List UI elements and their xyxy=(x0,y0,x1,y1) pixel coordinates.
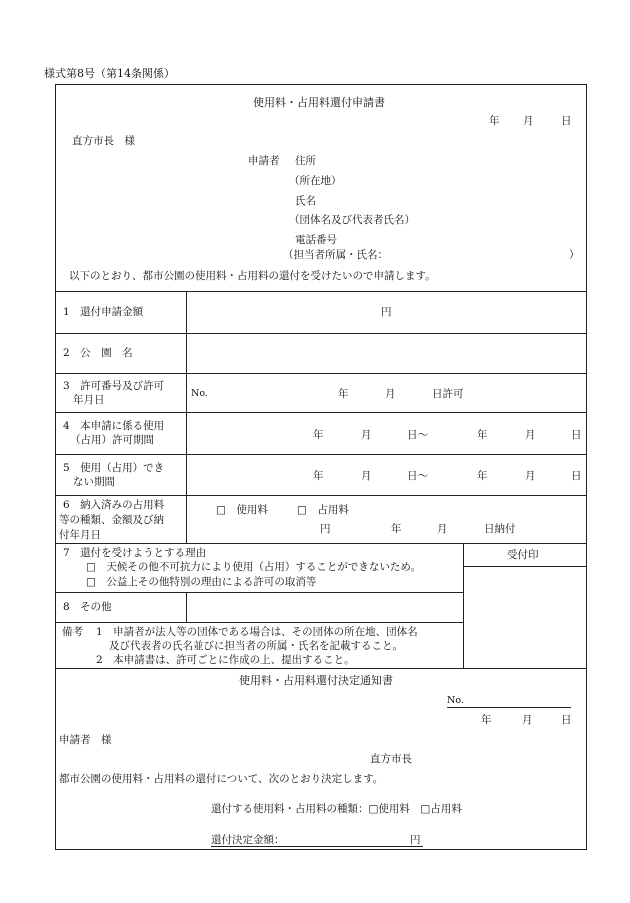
paid-day: 日納付 xyxy=(484,523,516,535)
permit-year: 年 xyxy=(338,388,349,400)
divider xyxy=(463,566,587,567)
row-other-label: 8 その他 xyxy=(63,601,112,613)
notice-title: 使用料・占用料還付決定通知書 xyxy=(239,674,393,687)
name-label: 氏名 xyxy=(295,195,316,207)
divider xyxy=(55,291,587,292)
application-statement: 以下のとおり、都市公園の使用料・占用料の還付を受けたいので申請します。 xyxy=(69,270,436,282)
permit-month: 月 xyxy=(385,388,396,400)
checkbox-occupancy-fee[interactable]: □ 占用料 xyxy=(297,504,349,516)
unusable-start-day: 日～ xyxy=(407,470,428,482)
row-unusable-period-label: ない期間 xyxy=(73,476,115,488)
row-permit-period-label: 4 本申請に係る使用 xyxy=(63,420,165,432)
notice-date-day: 日 xyxy=(561,714,572,726)
date-month: 月 xyxy=(523,115,534,127)
row-permit-label: 年月日 xyxy=(73,394,105,406)
location-label: （所在地） xyxy=(289,175,342,187)
period-end-month: 月 xyxy=(525,429,536,441)
refund-amount-yen: 円 xyxy=(410,834,421,846)
divider xyxy=(463,543,464,668)
period-start-month: 月 xyxy=(361,429,372,441)
notice-number-line xyxy=(447,707,571,708)
notice-issuer: 直方市長 xyxy=(370,753,412,765)
refund-amount-line xyxy=(211,846,423,847)
period-end-day: 日 xyxy=(571,429,582,441)
notice-number-label: No. xyxy=(447,695,464,706)
refund-type-line: 還付する使用料・占用料の種類：□使用料 □占用料 xyxy=(211,803,462,815)
date-year: 年 xyxy=(489,115,500,127)
contact-label: （担当者所属・氏名： xyxy=(283,249,388,261)
unusable-start-year: 年 xyxy=(313,470,324,482)
divider xyxy=(55,592,463,593)
divider xyxy=(55,668,587,669)
unusable-end-day: 日 xyxy=(571,470,582,482)
date-day: 日 xyxy=(561,115,572,127)
divider xyxy=(55,333,587,334)
checkbox-reason-force-majeure[interactable]: □ 天候その他不可抗力により使用（占用）することができないため。 xyxy=(86,561,421,573)
period-start-year: 年 xyxy=(313,429,324,441)
divider xyxy=(55,412,587,413)
period-end-year: 年 xyxy=(477,429,488,441)
refund-amount-label: 還付決定金額： xyxy=(211,834,285,846)
checkbox-reason-public-interest[interactable]: □ 公益上その他特別の理由による許可の取消等 xyxy=(86,576,317,588)
addressee: 直方市長 様 xyxy=(72,135,135,147)
divider xyxy=(186,592,187,622)
permit-number-label: No. xyxy=(191,388,208,399)
divider xyxy=(186,291,187,543)
row-permit-period-label: （占用）許可期間 xyxy=(70,434,154,446)
divider xyxy=(55,622,463,623)
form-number: 様式第8号（第14条関係） xyxy=(44,67,175,80)
unusable-end-year: 年 xyxy=(477,470,488,482)
applicant-label: 申請者 xyxy=(248,155,280,167)
row-paid-fee-label: 6 納入済みの占用料 xyxy=(63,499,165,511)
checkbox-usage-fee[interactable]: □ 使用料 xyxy=(216,504,268,516)
divider xyxy=(55,495,587,496)
remark-1: 1 申請者が法人等の団体である場合は、その団体の所在地、団体名 xyxy=(96,626,418,638)
row-paid-fee-label: 付年月日 xyxy=(59,529,101,541)
phone-label: 電話番号 xyxy=(295,234,337,246)
unusable-end-month: 月 xyxy=(525,470,536,482)
remark-1-continued: 及び代表者の氏名並びに担当者の所属・氏名を記載すること。 xyxy=(109,640,403,652)
row-refund-amount-yen: 円 xyxy=(381,306,392,318)
notice-date-month: 月 xyxy=(522,714,533,726)
application-title: 使用料・占用料還付申請書 xyxy=(253,96,385,109)
row-refund-amount-label: 1 還付申請金額 xyxy=(63,306,144,318)
row-permit-label: 3 許可番号及び許可 xyxy=(63,380,165,392)
paid-yen: 円 xyxy=(320,523,331,535)
reception-stamp-label: 受付印 xyxy=(507,549,539,561)
divider xyxy=(55,454,587,455)
row-reason-label: 7 還付を受けようとする理由 xyxy=(63,547,207,559)
divider xyxy=(55,373,587,374)
row-unusable-period-label: 5 使用（占用）でき xyxy=(63,462,165,474)
contact-close: ） xyxy=(569,249,580,261)
unusable-start-month: 月 xyxy=(361,470,372,482)
notice-addressee: 申請者 様 xyxy=(59,734,112,746)
row-paid-fee-label: 等の種類、金額及び納 xyxy=(59,514,164,526)
address-label: 住所 xyxy=(295,155,316,167)
row-park-name-label: 2 公 園 名 xyxy=(63,347,133,359)
notice-statement: 都市公園の使用料・占用料の還付について、次のとおり決定します。 xyxy=(59,773,384,785)
permit-day: 日許可 xyxy=(432,388,464,400)
paid-month: 月 xyxy=(437,523,448,535)
period-start-day: 日～ xyxy=(407,429,428,441)
paid-year: 年 xyxy=(391,523,402,535)
divider xyxy=(55,543,587,544)
organization-label: （団体名及び代表者氏名） xyxy=(289,214,415,226)
notice-date-year: 年 xyxy=(481,714,492,726)
remarks-heading: 備考 xyxy=(62,626,83,638)
remark-2: 2 本申請書は、許可ごとに作成の上、提出すること。 xyxy=(96,654,355,666)
